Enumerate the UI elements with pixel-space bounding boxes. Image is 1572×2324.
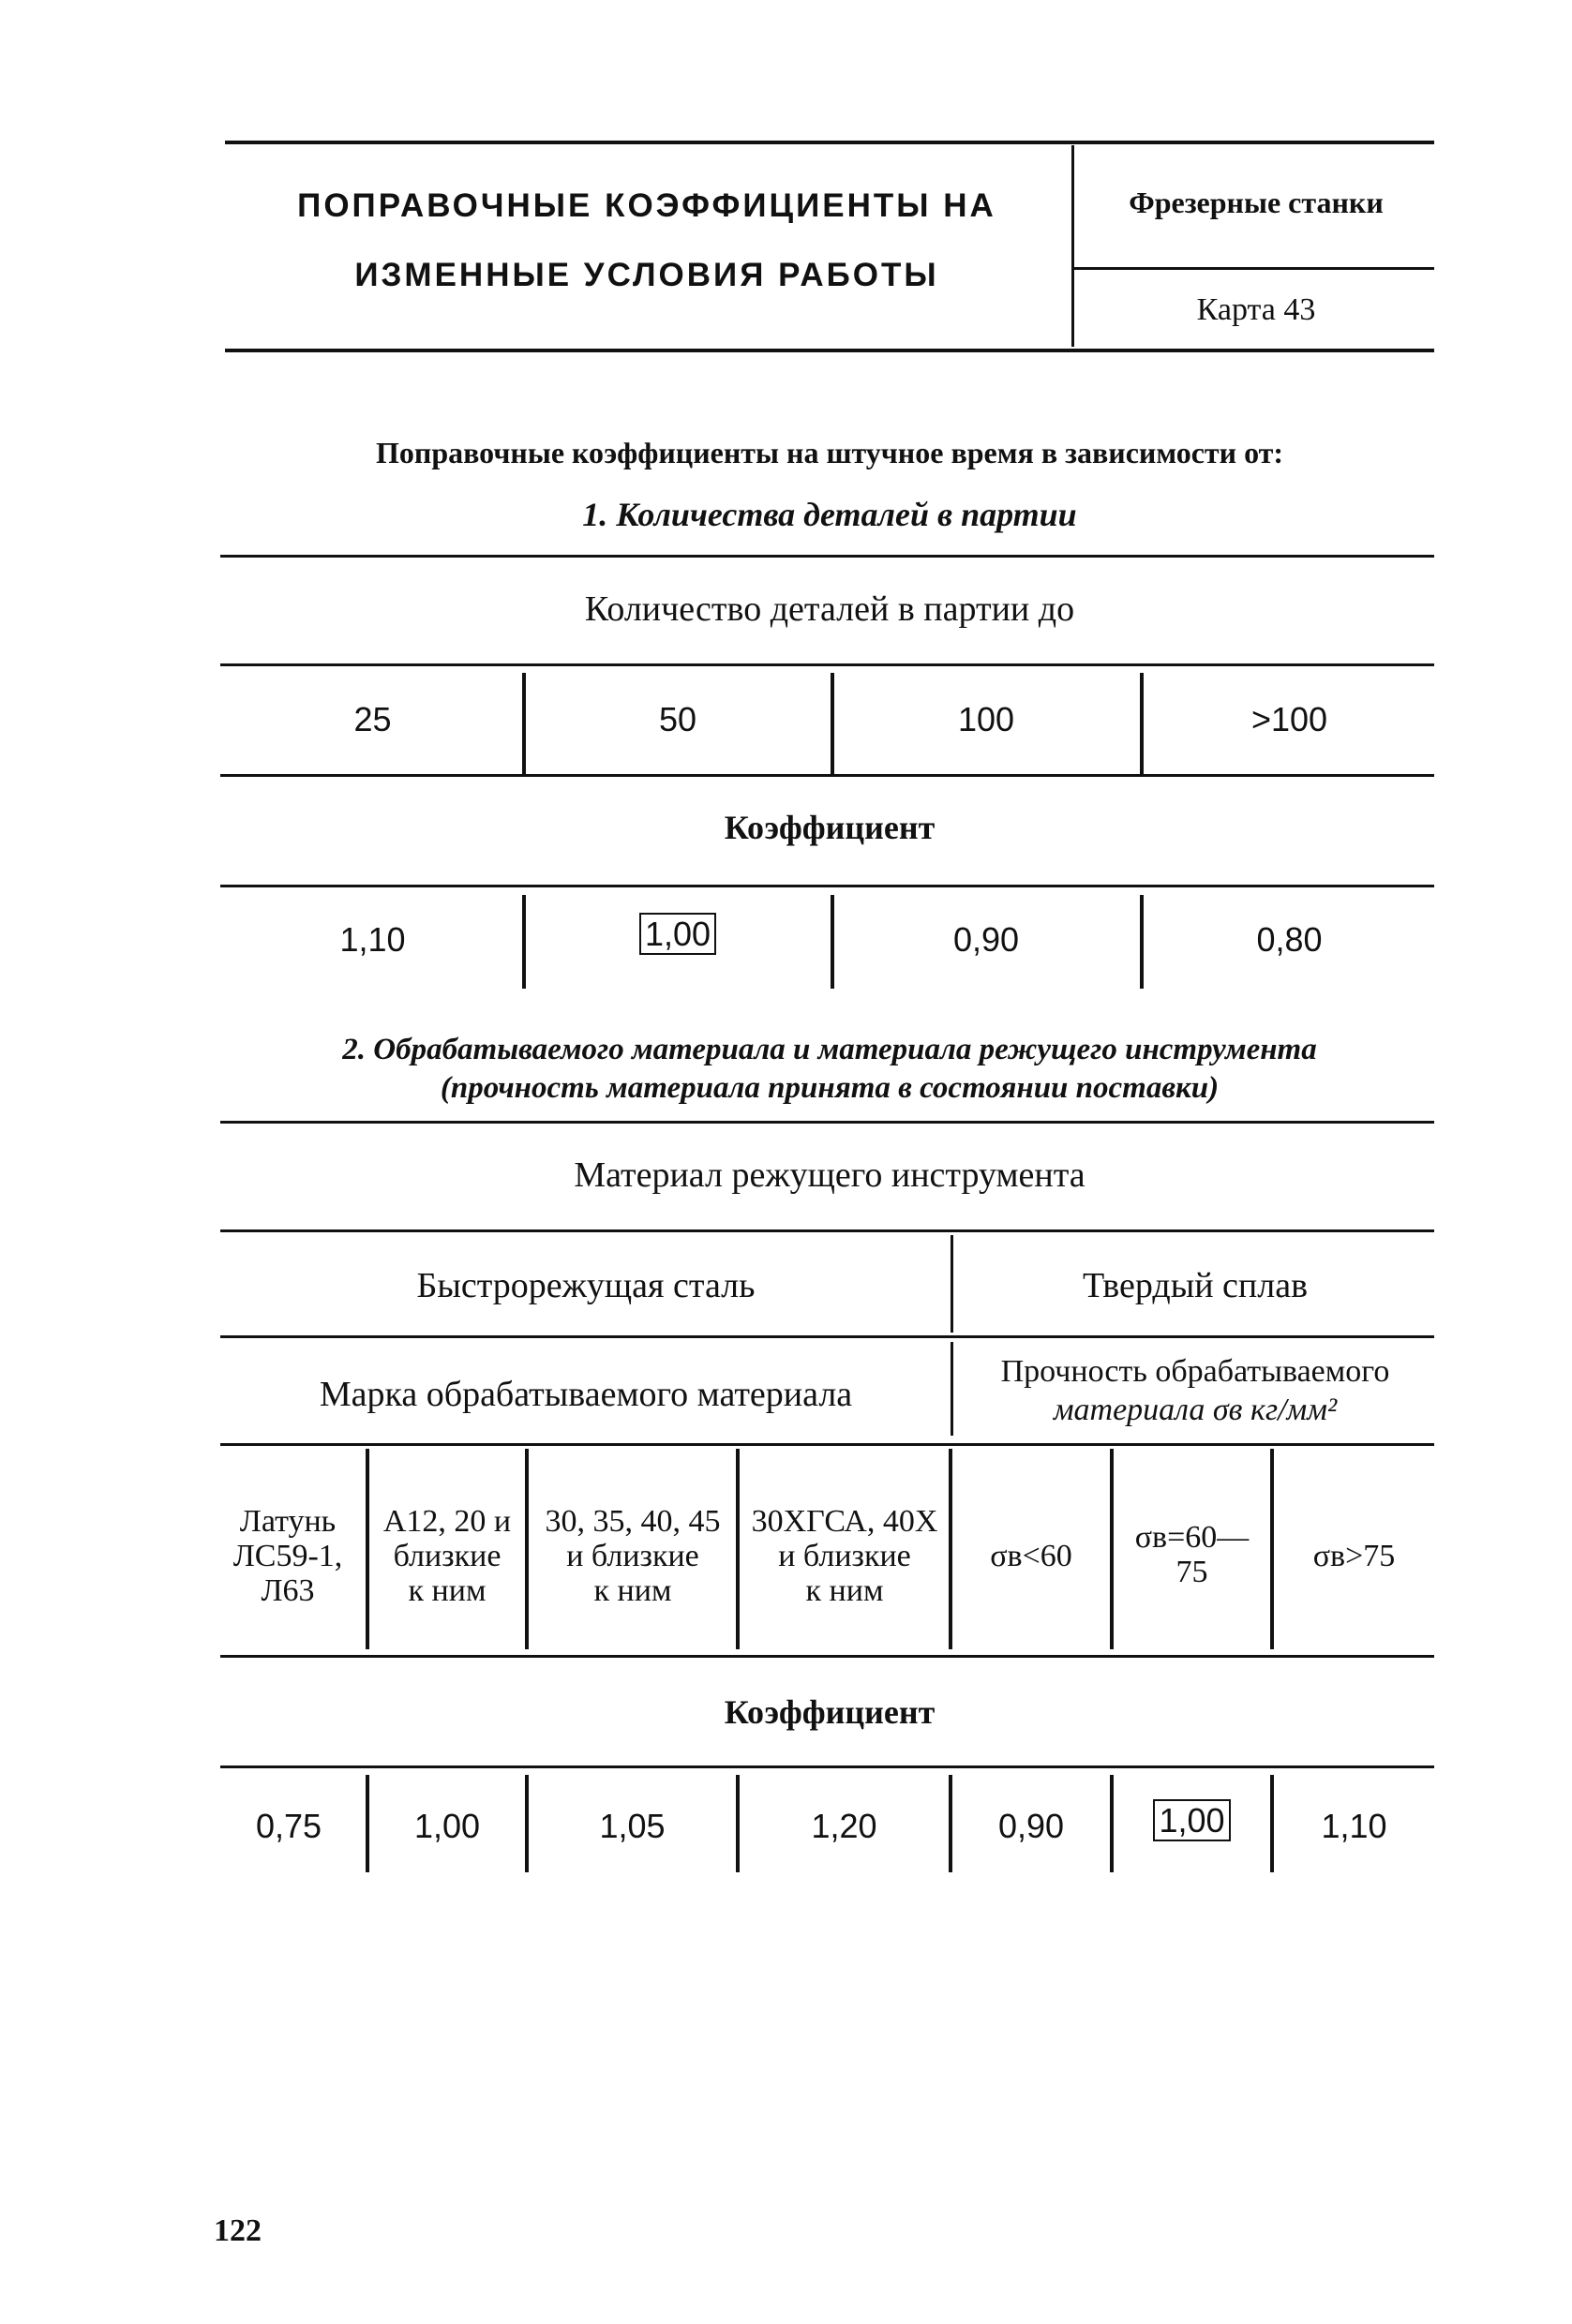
t2-mat-1-l3: Л63 (261, 1573, 315, 1608)
t2-group-hss: Быстрорежущая сталь (416, 1266, 756, 1305)
t2-mat-7-l1: σв>75 (1312, 1539, 1396, 1573)
t1-vline-2 (831, 673, 834, 774)
t2-sub-hard-line1: Прочность обрабатываемого (1000, 1354, 1390, 1389)
t1-coef-label: Коэффициент (724, 809, 936, 846)
t1-rule-2 (220, 663, 1434, 666)
t2-mat-4-l2: и близкие (778, 1539, 911, 1573)
t1-qty-3: 100 (957, 700, 1015, 738)
header-title-line1: ПОПРАВОЧНЫЕ КОЭФФИЦИЕНТЫ НА (297, 187, 996, 224)
t2-mat-4-l1: 30ХГСА, 40Х (751, 1504, 938, 1539)
t2-coef-7: 1,10 (1321, 1807, 1387, 1845)
header-card-number: Карта 43 (1196, 292, 1316, 327)
t1-rule-top (220, 555, 1434, 558)
intro-text: Поправочные коэффициенты на штучное время в зависимости от: (375, 436, 1284, 469)
t2-rule-3 (220, 1335, 1434, 1338)
t2-group-hard: Твердый сплав (1082, 1266, 1309, 1305)
header-top-rule (225, 141, 1434, 144)
header-bottom-rule (225, 349, 1434, 352)
t2-coef-4: 1,20 (811, 1807, 877, 1845)
t1-rule-3 (220, 774, 1434, 777)
t1-vline-1 (522, 673, 526, 774)
header-right-rule (1074, 267, 1434, 270)
t2-rule-2 (220, 1229, 1434, 1232)
t1-vline-3 (1140, 673, 1144, 774)
t2-rule-4 (220, 1443, 1434, 1446)
t1-coef-2-wrap (527, 915, 829, 954)
header-divider (1071, 145, 1074, 347)
t1-header: Количество деталей в партии до (584, 589, 1075, 629)
t2-mat-6-l1: σв=60— (1134, 1520, 1250, 1555)
t2-coef-5: 0,90 (997, 1807, 1065, 1845)
t2-sub-divider (951, 1342, 953, 1436)
t1-coef-2: 1,00 (639, 913, 716, 955)
t2-header: Материал режущего инструмента (574, 1155, 1085, 1195)
t1-qty-1: 25 (353, 700, 392, 738)
t2-coef-2: 1,00 (413, 1807, 481, 1845)
t2-coef-6: 1,00 (1153, 1799, 1230, 1841)
t2-rule-5 (220, 1655, 1434, 1658)
page-number: 122 (214, 2213, 262, 2248)
t2-coef-3: 1,05 (599, 1807, 666, 1845)
t1-vline-5 (831, 895, 834, 989)
t2-mat-5-l1: σв<60 (990, 1539, 1072, 1573)
t2-mat-1-l2: ЛС59-1, (232, 1539, 343, 1573)
t2-rule-top (220, 1121, 1434, 1124)
t1-vline-4 (522, 895, 526, 989)
t1-coef-4: 0,80 (1256, 920, 1323, 959)
t2-group-divider (951, 1235, 953, 1333)
t2-coef-label: Коэффициент (724, 1693, 936, 1731)
table2-caption-line2: (прочность материала принята в состоянии поставки) (440, 1071, 1220, 1105)
t2-mat-3-l3: к ним (593, 1573, 672, 1608)
t2-mat-2-l3: к ним (408, 1573, 487, 1608)
t1-vline-6 (1140, 895, 1144, 989)
t2-sub-hss: Марка обрабатываемого материала (319, 1375, 853, 1414)
t2-mat-1-l1: Латунь (239, 1504, 337, 1539)
t2-coef-6-wrap (1114, 1801, 1270, 1840)
t2-mat-2-l1: А12, 20 и (382, 1504, 512, 1539)
t1-qty-4: >100 (1250, 700, 1328, 738)
t2-mat-6-l2: 75 (1175, 1555, 1208, 1589)
t2-rule-6 (220, 1765, 1434, 1768)
t1-rule-4 (220, 885, 1434, 887)
t2-mat-3-l1: 30, 35, 40, 45 (545, 1504, 721, 1539)
header-title-line2: ИЗМЕННЫЕ УСЛОВИЯ РАБОТЫ (354, 257, 939, 293)
t2-mat-2-l2: близкие (393, 1539, 502, 1573)
header-section-label: Фрезерные станки (1129, 186, 1384, 219)
t2-mat-4-l3: к ним (805, 1573, 884, 1608)
t1-coef-1: 1,10 (339, 920, 406, 959)
t2-sub-hard-line2: материала σв кг/мм² (1053, 1393, 1338, 1427)
table1-caption: 1. Количества деталей в партии (582, 496, 1077, 533)
t1-qty-2: 50 (658, 700, 697, 738)
table2-caption-line1: 2. Обрабатываемого материала и материала режущего инструмента (342, 1033, 1317, 1066)
t2-coef-1: 0,75 (255, 1807, 322, 1845)
t2-mat-3-l2: и близкие (566, 1539, 699, 1573)
t1-coef-3: 0,90 (952, 920, 1020, 959)
